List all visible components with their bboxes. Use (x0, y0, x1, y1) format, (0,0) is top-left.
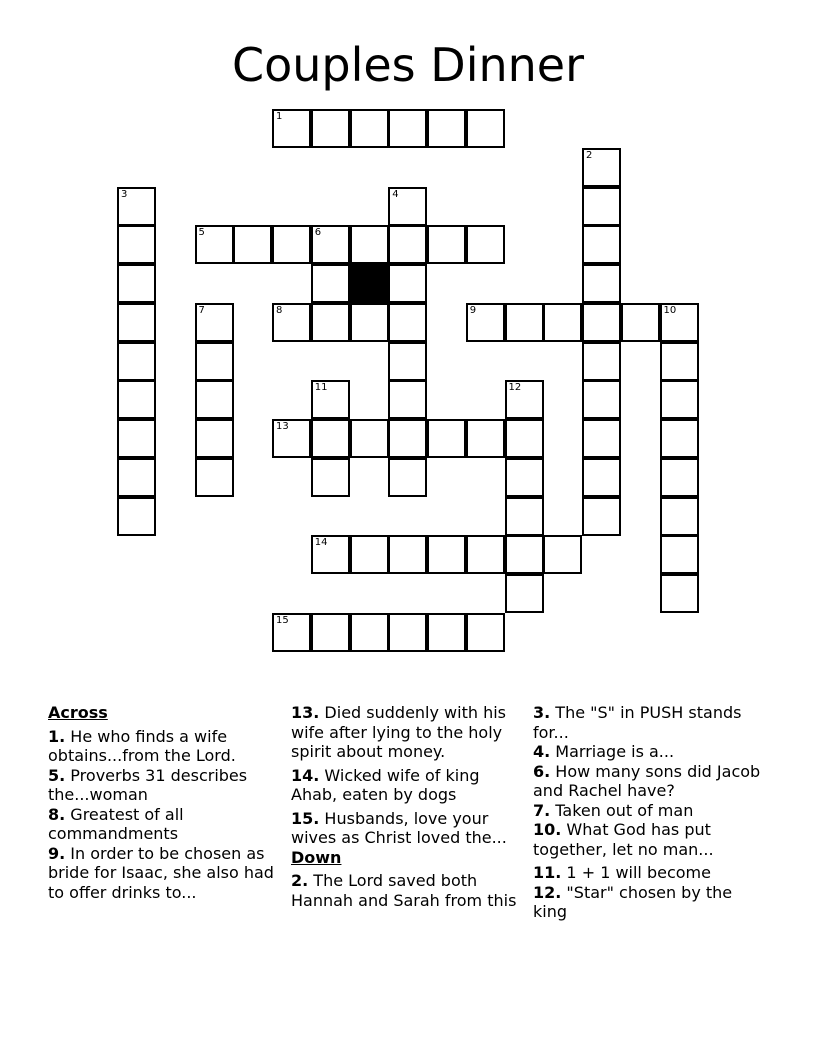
clue-down-2 (291, 871, 526, 910)
grid-cell[interactable] (582, 303, 621, 342)
grid-cell[interactable] (388, 303, 427, 342)
grid-cell[interactable] (505, 380, 544, 419)
grid-cell[interactable] (466, 613, 505, 652)
grid-cell[interactable] (621, 303, 660, 342)
grid-cell[interactable] (311, 535, 350, 574)
clue-number-label: 6 (314, 227, 322, 239)
grid-cell[interactable] (272, 303, 311, 342)
clue-text: He who finds a wife obtains...from the Lord. (48, 726, 236, 765)
grid-cell[interactable] (311, 380, 350, 419)
grid-cell[interactable] (543, 535, 582, 574)
grid-cell[interactable] (582, 264, 621, 303)
grid-cell[interactable] (660, 497, 699, 536)
clue-number-label: 7 (198, 304, 205, 316)
grid-cell[interactable] (505, 535, 544, 574)
clue-number-label: 9 (469, 304, 477, 316)
grid-cell[interactable] (388, 187, 427, 226)
clue-text: What God has put together, let no man... (533, 820, 714, 859)
clue-number: 2. (291, 871, 309, 890)
grid-cell[interactable] (505, 458, 544, 497)
clue-number-label: 12 (508, 382, 522, 394)
grid-cell[interactable] (117, 303, 156, 342)
clue-number: 13. (291, 703, 320, 722)
grid-cell[interactable] (660, 535, 699, 574)
clue-number: 11. (533, 863, 562, 882)
clue-number: 8. (48, 804, 66, 824)
grid-cell[interactable] (388, 535, 427, 574)
grid-cell[interactable] (117, 187, 156, 226)
grid-cell[interactable] (388, 342, 427, 381)
grid-cell[interactable] (660, 458, 699, 497)
grid-cell[interactable] (117, 342, 156, 381)
grid-cell[interactable] (311, 109, 350, 148)
grid-cell[interactable] (272, 419, 311, 458)
clue-number: 6. (533, 761, 551, 781)
page-title: Couples Dinner (231, 38, 584, 92)
clues-column-1 (48, 703, 280, 902)
clue-number: 7. (533, 800, 551, 820)
clue-down-10 (533, 820, 765, 859)
clue-text: In order to be chosen as bride for Isaac, she also had to offer drinks to... (48, 843, 274, 902)
grid-cell[interactable] (582, 419, 621, 458)
grid-cell[interactable] (311, 303, 350, 342)
grid-block (350, 264, 389, 303)
clue-text: "Star" chosen by the king (533, 882, 733, 921)
grid-cell[interactable] (466, 303, 505, 342)
clue-number-label: 15 (276, 614, 289, 626)
grid-cell[interactable] (272, 613, 311, 652)
grid-cell[interactable] (660, 380, 699, 419)
clue-number: 9. (48, 843, 66, 863)
clue-number-label: 13 (276, 421, 289, 432)
grid-cell[interactable] (311, 613, 350, 652)
across-heading: Across (48, 703, 108, 722)
grid-cell[interactable] (195, 380, 234, 419)
clue-down-7 (533, 801, 765, 821)
clue-across-15 (291, 809, 526, 848)
clue-down-4 (533, 742, 765, 762)
grid-cell[interactable] (233, 225, 272, 264)
grid-cell[interactable] (582, 148, 621, 187)
grid-cell[interactable] (195, 342, 234, 381)
grid-cell[interactable] (582, 225, 621, 264)
grid-cell[interactable] (350, 303, 389, 342)
grid-cell[interactable] (350, 225, 389, 264)
clue-number: 10. (533, 820, 562, 839)
grid-cell[interactable] (311, 458, 350, 497)
grid-cell[interactable] (388, 225, 427, 264)
grid-cell[interactable] (195, 419, 234, 458)
grid-cell[interactable] (466, 225, 505, 264)
grid-cell[interactable] (311, 264, 350, 303)
clue-across-13 (291, 703, 526, 762)
grid-cell[interactable] (505, 303, 544, 342)
grid-cell[interactable] (350, 419, 389, 458)
clue-number: 14. (291, 765, 320, 785)
grid-cell[interactable] (582, 458, 621, 497)
clue-across-8 (48, 805, 280, 844)
clue-number-label: 14 (314, 537, 328, 549)
clue-down-6 (533, 762, 765, 801)
grid-cell[interactable] (582, 497, 621, 536)
grid-cell[interactable] (117, 225, 156, 264)
grid-cell[interactable] (660, 419, 699, 458)
clue-number: 12. (533, 882, 562, 902)
clue-across-14 (291, 766, 526, 805)
grid-cell[interactable] (388, 458, 427, 497)
grid-cell[interactable] (505, 497, 544, 536)
grid-cell[interactable] (117, 264, 156, 303)
clue-across-5 (48, 766, 280, 805)
grid-cell[interactable] (272, 225, 311, 264)
grid-cell[interactable] (195, 225, 234, 264)
clues-column-3 (533, 703, 765, 922)
clue-number-label: 1 (276, 111, 283, 122)
grid-cell[interactable] (466, 535, 505, 574)
grid-cell[interactable] (582, 187, 621, 226)
grid-cell[interactable] (117, 458, 156, 497)
clue-across-9 (48, 844, 280, 903)
clue-number-label: 10 (663, 304, 677, 316)
clue-text: How many sons did Jacob and Rachel have? (533, 761, 761, 800)
grid-cell[interactable] (466, 419, 505, 458)
grid-cell[interactable] (427, 535, 466, 574)
grid-cell[interactable] (388, 380, 427, 419)
clue-number: 3. (533, 703, 551, 722)
clue-across-1 (48, 727, 280, 766)
clue-number: 4. (533, 742, 551, 761)
clue-number-label: 3 (121, 188, 128, 200)
grid-cell[interactable] (195, 303, 234, 342)
grid-cell[interactable] (272, 109, 311, 148)
grid-cell[interactable] (350, 613, 389, 652)
clue-number: 5. (48, 765, 66, 785)
grid-cell[interactable] (466, 109, 505, 148)
grid-cell[interactable] (427, 613, 466, 652)
clue-number-label: 2 (586, 149, 593, 161)
grid-cell[interactable] (311, 419, 350, 458)
down-heading: Down (291, 847, 342, 867)
clue-down-11 (533, 863, 765, 883)
clue-number-label: 11 (314, 382, 328, 394)
grid-cell[interactable] (543, 303, 582, 342)
grid-cell[interactable] (582, 380, 621, 419)
grid-cell[interactable] (427, 225, 466, 264)
grid-cell[interactable] (388, 109, 427, 148)
grid-cell[interactable] (427, 109, 466, 148)
clue-number-label: 5 (198, 227, 205, 239)
clue-text: The Lord saved both Hannah and Sarah from this (291, 871, 517, 910)
clue-text: Died suddenly with his wife after lying to the holy spirit about money. (291, 703, 507, 761)
clue-text: The "S" in PUSH stands for... (533, 703, 742, 742)
grid-cell[interactable] (311, 225, 350, 264)
grid-cell[interactable] (427, 419, 466, 458)
grid-cell[interactable] (117, 497, 156, 536)
clue-number-label: 4 (392, 188, 399, 200)
clue-number: 15. (291, 808, 320, 828)
clue-text: Marriage is a... (550, 742, 675, 761)
grid-cell[interactable] (660, 342, 699, 381)
clue-text: Wicked wife of king Ahab, eaten by dogs (291, 765, 480, 804)
grid-cell[interactable] (388, 419, 427, 458)
clue-text: Taken out of man (550, 800, 694, 820)
clue-down-3 (533, 703, 765, 742)
clue-text: 1 + 1 will become (561, 863, 711, 882)
clue-number: 1. (48, 726, 66, 746)
grid-cell[interactable] (505, 574, 544, 613)
clue-number-label: 8 (276, 304, 283, 316)
grid-cell[interactable] (660, 303, 699, 342)
grid-cell[interactable] (505, 419, 544, 458)
clue-text: Greatest of all commandments (48, 804, 184, 843)
clue-text: Proverbs 31 describes the...woman (48, 765, 248, 804)
grid-cell[interactable] (388, 264, 427, 303)
grid-cell[interactable] (582, 342, 621, 381)
grid-cell[interactable] (117, 419, 156, 458)
clues-column-2 (291, 703, 526, 910)
grid-cell[interactable] (350, 109, 389, 148)
grid-cell[interactable] (388, 613, 427, 652)
grid-cell[interactable] (195, 458, 234, 497)
grid-cell[interactable] (660, 574, 699, 613)
clue-text: Husbands, love your wives as Christ loved the... (291, 808, 507, 847)
clue-down-12 (533, 883, 765, 922)
grid-cell[interactable] (350, 535, 389, 574)
grid-cell[interactable] (117, 380, 156, 419)
